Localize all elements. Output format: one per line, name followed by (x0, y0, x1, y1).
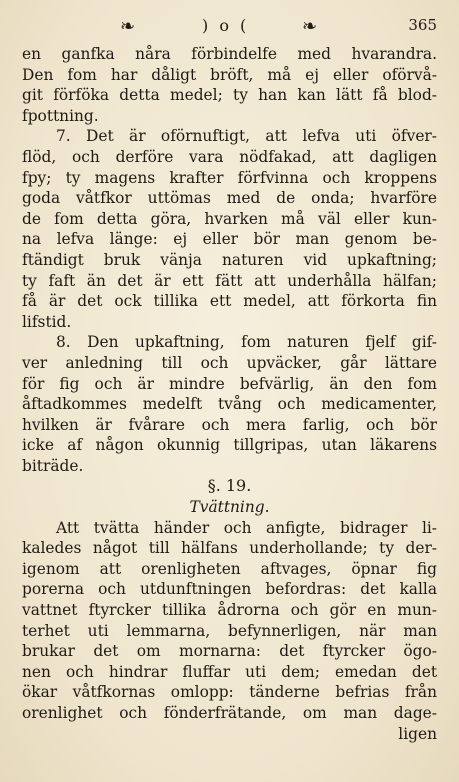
text-line: Att tvätta händer och anfigte, bidrager li- (56, 518, 437, 537)
text-line: icke af någon okunnig tillgripas, utan läkarens (22, 436, 437, 455)
text-line: §. 19. (207, 476, 252, 496)
body-text (22, 44, 437, 744)
text-line: ty faft än det är ett fätt att underhålla hälfan; (22, 271, 437, 290)
text-line: kaledes något till hälfans underhollande; ty der- (22, 539, 437, 558)
text-line: porerna och utdunftningen befordras: det kalla (22, 580, 437, 599)
text-line: Tvättning. (189, 498, 270, 517)
text-line: git förföka detta medel; ty han kan lätt få blod- (22, 86, 437, 105)
text-line: få är det ock tillika ett medel, att förkorta fin (22, 292, 437, 311)
text-line: fpy; ty magens krafter förfvinna och kroppens (22, 168, 437, 187)
text-line: brukar det om mornarna: det ftyrcker ögo- (22, 642, 437, 661)
text-line: ver anledning till och upväcker, går lättare (22, 353, 437, 372)
text-line: lifstid. (22, 312, 72, 331)
text-line: ligen (398, 724, 437, 743)
text-line: hvilken är fvårare och mera farlig, och bör (22, 415, 437, 434)
text-line: goda våtfkor uttömas med de onda; hvarföre (22, 189, 437, 208)
left-ornament-icon: ❧ (120, 16, 136, 37)
text-line: igenom att orenligheten aftvages, öpnar fig (22, 559, 437, 578)
text-line: för fig och är mindre befvärlig, än den fom (22, 374, 437, 393)
text-line: nen och hindrar fluffar uti dem; emedan det (22, 662, 437, 681)
right-ornament-icon: ❧ (302, 16, 318, 37)
text-line: ftändigt bruk vänja naturen vid upkaftning; (22, 250, 437, 269)
text-line: fpottning. (22, 106, 99, 125)
text-line: en ganfka nåra förbindelfe med hvarandra. (22, 45, 437, 63)
page-header (20, 14, 439, 40)
text-line: 8. Den upkaftning, fom naturen fjelf gif- (56, 333, 437, 352)
text-line: ökar våtfkornas omlopp: tänderne befrias från (22, 683, 437, 702)
page-number: 365 (408, 16, 437, 34)
text-line: flöd, och derföre vara nödfakad, att dagligen (22, 147, 437, 166)
center-ornament: ) o ( (202, 16, 250, 35)
text-line: biträde. (22, 456, 84, 475)
text-line: orenlighet och fönderfrätande, om man dage- (22, 704, 437, 722)
text-line: terhet uti lemmarna, befynnerligen, när man (22, 621, 437, 640)
text-line: 7. Det är oförnuftigt, att lefva uti öfver- (56, 127, 437, 146)
text-line: Den fom har dåligt bröft, må ej eller oförvå- (22, 65, 437, 84)
text-line: na lefva länge: ej eller bör man genom be- (22, 230, 437, 249)
text-line: de fom detta göra, hvarken må väl eller kun- (22, 209, 437, 228)
text-line: vattnet ftyrcker tillika ådrorna och gör en mun- (22, 601, 437, 620)
text-line: åftadkommes medelft tvång och medicamenter, (22, 395, 437, 414)
